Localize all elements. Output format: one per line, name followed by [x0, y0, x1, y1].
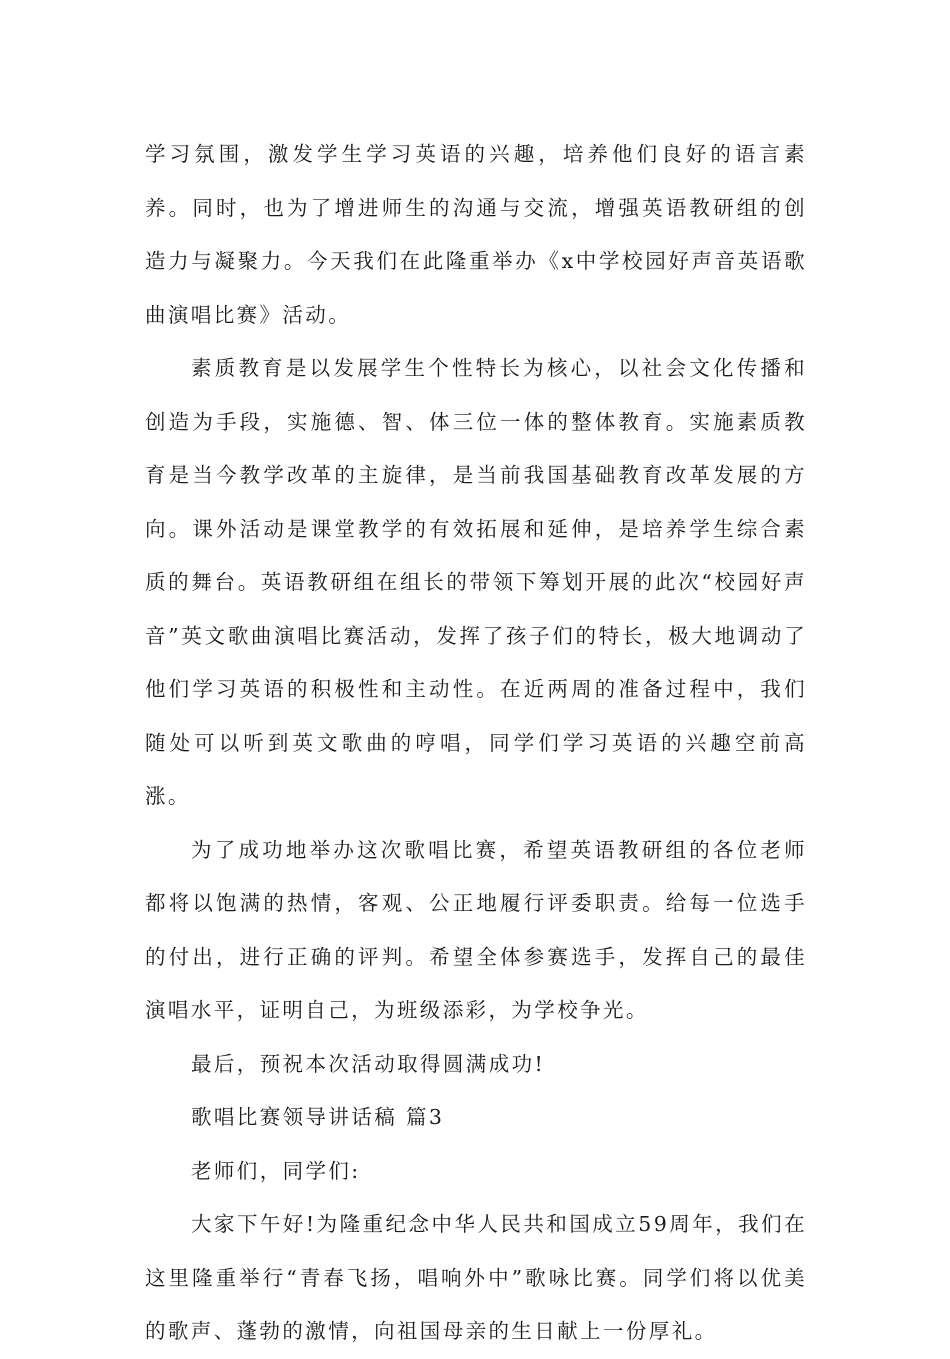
paragraph-continuation: 学习氛围，激发学生学习英语的兴趣，培养他们良好的语言素养。同时，也为了增进师生的沟通与交流，增强英语教研组的创造力与凝聚力。今天我们在此隆重举办《x中学校园好声音英语歌曲演唱比赛》活动。 [145, 142, 807, 327]
paragraph-greeting: 大家下午好!为隆重纪念中华人民共和国成立59周年，我们在这里隆重举行“青春飞扬，唱响外中”歌咏比赛。同学们将以优美的歌声、蓬勃的激情，向祖国母亲的生日献上一份厚礼。 [145, 1212, 807, 1343]
paragraph-salutation: 老师们，同学们: [191, 1158, 361, 1183]
paragraph-judges-wishes: 为了成功地举办这次歌唱比赛，希望英语教研组的各位老师都将以饱满的热情，客观、公正地履行评委职责。给每一位选手的付出，进行正确的评判。希望全体参赛选手，发挥自己的最佳演唱水平，证明自己，为班级添彩，为学校争光。 [145, 837, 807, 1022]
document-body [145, 128, 807, 1359]
section-heading: 歌唱比赛领导讲话稿 篇3 [191, 1105, 445, 1129]
paragraph-quality-education: 素质教育是以发展学生个性特长为核心，以社会文化传播和创造为手段，实施德、智、体三位一体的整体教育。实施素质教育是当今教学改革的主旋律，是当前我国基础教育改革发展的方向。课外活动是课堂教学的有效拓展和延伸，是培养学生综合素质的舞台。英语教研组在组长的带领下筹划开展的此次“校园好声音”英文歌曲演唱比赛活动，发挥了孩子们的特长，极大地调动了他们学习英语的积极性和主动性。在近两周的准备过程中，我们随处可以听到英文歌曲的哼唱，同学们学习英语的兴趣空前高涨。 [145, 356, 807, 808]
paragraph-closing: 最后，预祝本次活动取得圆满成功! [191, 1051, 546, 1076]
